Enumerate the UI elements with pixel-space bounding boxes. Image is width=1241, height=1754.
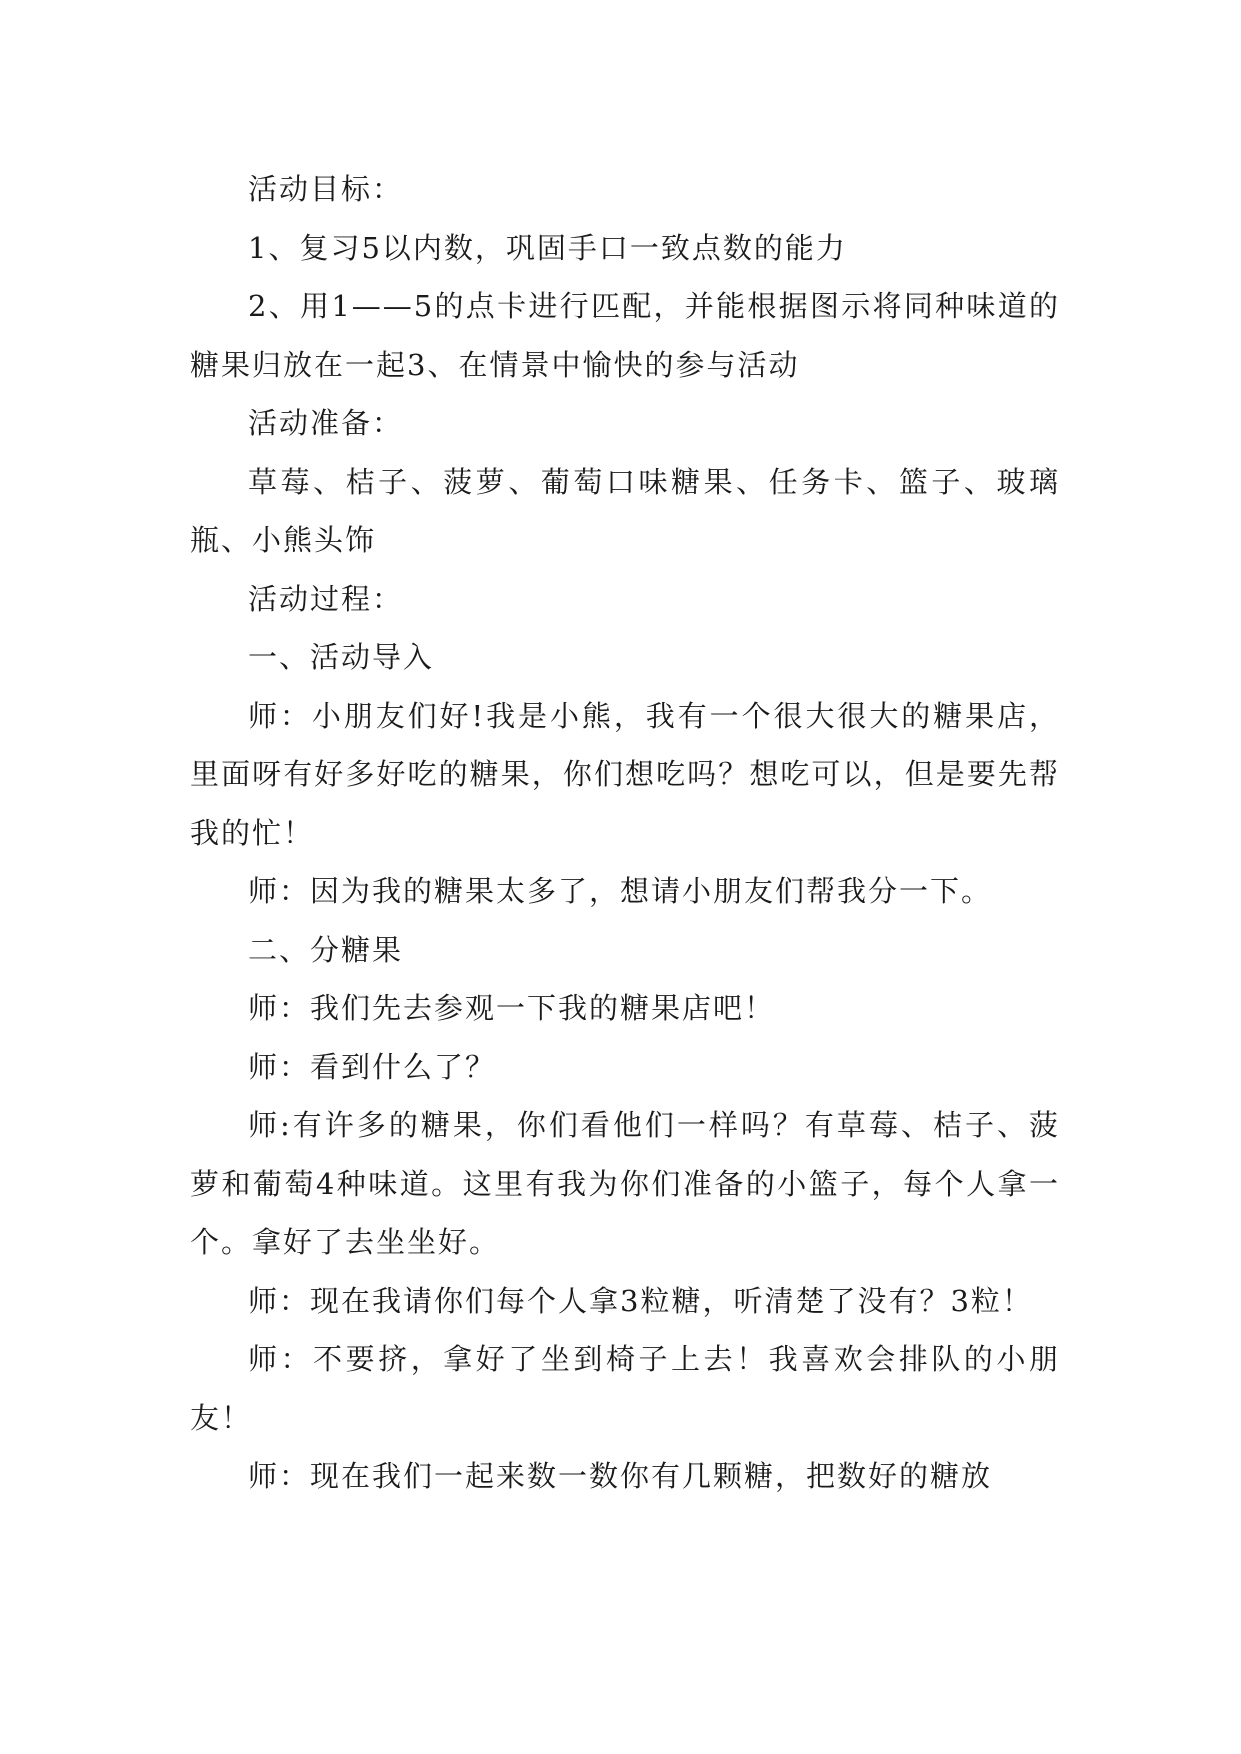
dialogue-paragraph: 师：现在我请你们每个人拿3粒糖，听清楚了没有？3粒！ <box>248 1283 1033 1318</box>
dialogue-paragraph: 师：我们先去参观一下我的糖果店吧！ <box>248 991 776 1025</box>
dialogue-paragraph: 师：因为我的糖果太多了，想请小朋友们帮我分一下。 <box>248 874 993 908</box>
section-heading-process: 活动过程： <box>248 581 404 616</box>
document-body <box>190 160 1060 1506</box>
goal-item-2-3: 2、用1——5的点卡进行匹配，并能根据图示将同种味道的糖果归放在一起3、在情景中愉快的参与活动 <box>190 289 1060 382</box>
dialogue-paragraph: 师:有许多的糖果，你们看他们一样吗？有草莓、桔子、菠萝和葡萄4种味道。这里有我为你们准备的小篮子，每个人拿一个。拿好了去坐坐好。 <box>190 1108 1060 1259</box>
goal-item-1: 1、复习5以内数，巩固手口一致点数的能力 <box>248 230 847 265</box>
preparation-materials: 草莓、桔子、菠萝、葡萄口味糖果、任务卡、篮子、玻璃瓶、小熊头饰 <box>190 464 1060 557</box>
step-heading-sort-candy: 二、分糖果 <box>248 932 404 967</box>
dialogue-paragraph: 师：不要挤，拿好了坐到椅子上去！我喜欢会排队的小朋友！ <box>190 1342 1060 1435</box>
step-heading-intro: 一、活动导入 <box>248 640 435 674</box>
dialogue-paragraph: 师：小朋友们好!我是小熊，我有一个很大很大的糖果店，里面呀有好多好吃的糖果，你们想吃吗？想吃可以，但是要先帮我的忙！ <box>190 698 1060 850</box>
dialogue-paragraph: 师：现在我们一起来数一数你有几颗糖，把数好的糖放 <box>248 1459 993 1493</box>
dialogue-paragraph: 师：看到什么了？ <box>248 1049 497 1084</box>
section-heading-goals: 活动目标： <box>248 172 404 206</box>
section-heading-preparation: 活动准备： <box>248 406 404 440</box>
